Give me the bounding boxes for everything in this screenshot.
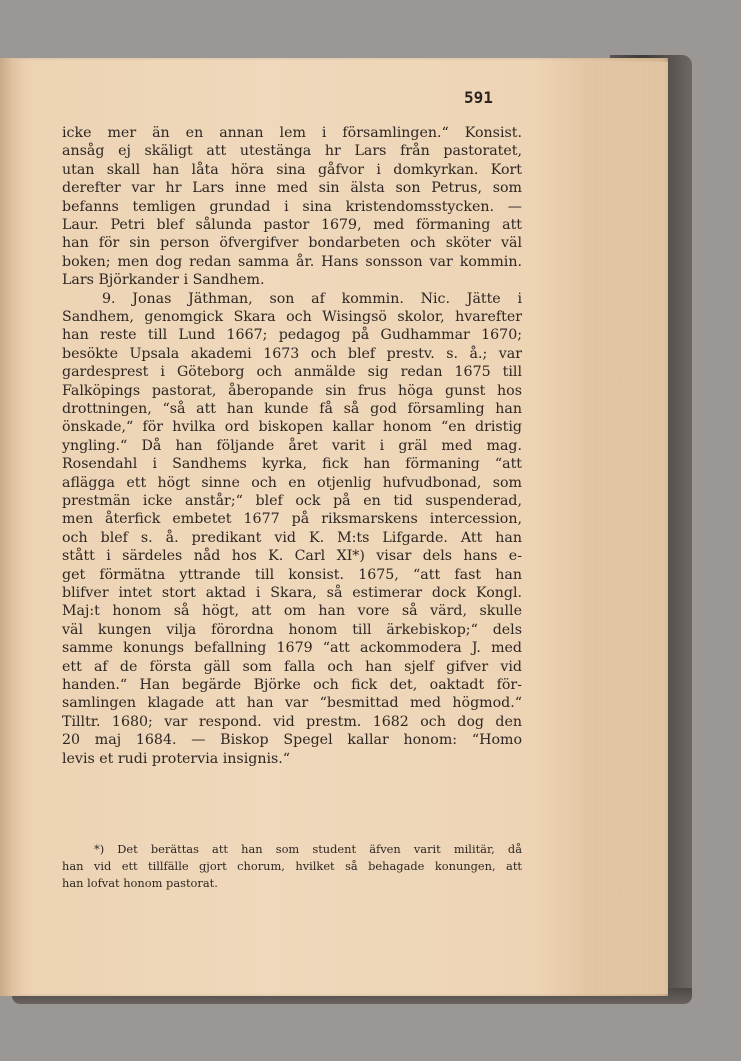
text-line: 9. Jonas Jäthman, son af kommin. Nic. Jätte i: [102, 290, 522, 307]
footnote-line: han lofvat honom pastorat.: [62, 876, 218, 890]
text-line: han för sin person öfvergifver bondarbeten och sköter väl: [62, 235, 522, 252]
text-line: önskade,“ för hvilka ord biskopen kallar honom “en dristig: [62, 419, 522, 436]
text-line: aflägga ett högt sinne och en otjenlig hufvudbonad, som: [62, 474, 522, 491]
text-line: besökte Upsala akademi 1673 och blef prestv. s. å.; var: [62, 345, 522, 362]
text-line: samme konungs befallning 1679 “att ackommodera J. med: [62, 640, 522, 657]
text-line: Falköpings pastorat, åberopande sin frus höga gunst hos: [62, 382, 522, 399]
page-edges: [585, 62, 668, 994]
text-line: Lars Björkander i Sandhem.: [62, 272, 265, 289]
text-line: Laur. Petri blef sålunda pastor 1679, med förmaning att: [62, 217, 522, 233]
text-line: gardesprest i Göteborg och anmälde sig redan 1675 till: [62, 364, 522, 381]
text-line: drottningen, “så att han kunde få så god församling han: [62, 401, 522, 417]
footnote-line: *) Det berättas att han som student äfven varit militär, då: [94, 842, 522, 856]
text-line: yngling.“ Då han följande året varit i gräl med mag.: [62, 437, 522, 454]
text-line: befanns temligen grundad i sina kristendomsstycken. —: [62, 198, 522, 215]
text-line: ansåg ej skäligt att utestänga hr Lars från pastoratet,: [62, 143, 522, 160]
text-line: icke mer än en annan lem i församlingen.“ Konsist.: [62, 125, 522, 141]
text-line: Sandhem, genomgick Skara och Wisingsö skolor, hvarefter: [62, 309, 522, 325]
page-number: 591: [464, 88, 493, 107]
text-line: men återfick embetet 1677 på riksmarskens intercession,: [62, 511, 522, 528]
text-line: get förmätna yttrande till konsist. 1675, “att fast han: [62, 566, 522, 583]
text-line: stått i särdeles nåd hos K. Carl XI*) visar dels hans e-: [62, 548, 522, 565]
text-line: Tilltr. 1680; var respond. vid prestm. 1682 och dog den: [62, 713, 522, 730]
text-line: prestmän icke anstår;“ blef ock på en tid suspenderad,: [62, 493, 522, 509]
text-line: ett af de första gäll som falla och han sjelf gifver vid: [62, 658, 522, 675]
text-line: utan skall han låta höra sina gåfvor i domkyrkan. Kort: [62, 161, 522, 178]
text-line: och blef s. å. predikant vid K. M:ts Lifgarde. Att han: [62, 529, 522, 546]
text-line: blifver intet stort aktad i Skara, så estimerar dock Kongl.: [62, 585, 522, 601]
text-line: väl kungen vilja förordna honom till ärkebiskop;“ dels: [62, 621, 522, 638]
text-line: 20 maj 1684. — Biskop Spegel kallar honom: “Homo: [62, 732, 522, 749]
footnote-line: han vid ett tillfälle gjort chorum, hvilket så behagade konungen, att: [62, 859, 522, 873]
page-gutter: [0, 58, 22, 996]
text-line: Rosendahl i Sandhems kyrka, fick han förmaning “att: [62, 456, 522, 473]
text-line: Maj:t honom så högt, att om han vore så värd, skulle: [62, 603, 522, 620]
text-line: han reste till Lund 1667; pedagog på Gudhammar 1670;: [62, 327, 522, 344]
text-line: samlingen klagade att han var “besmittad med högmod.“: [62, 695, 522, 712]
text-line: handen.“ Han begärde Björke och fick det, oaktadt för-: [62, 677, 522, 693]
text-line: derefter var hr Lars inne med sin älsta son Petrus, som: [62, 180, 522, 197]
text-line: boken; men dog redan samma år. Hans sonsson var kommin.: [62, 253, 522, 270]
text-line: levis et rudi protervia insignis.“: [62, 750, 291, 767]
